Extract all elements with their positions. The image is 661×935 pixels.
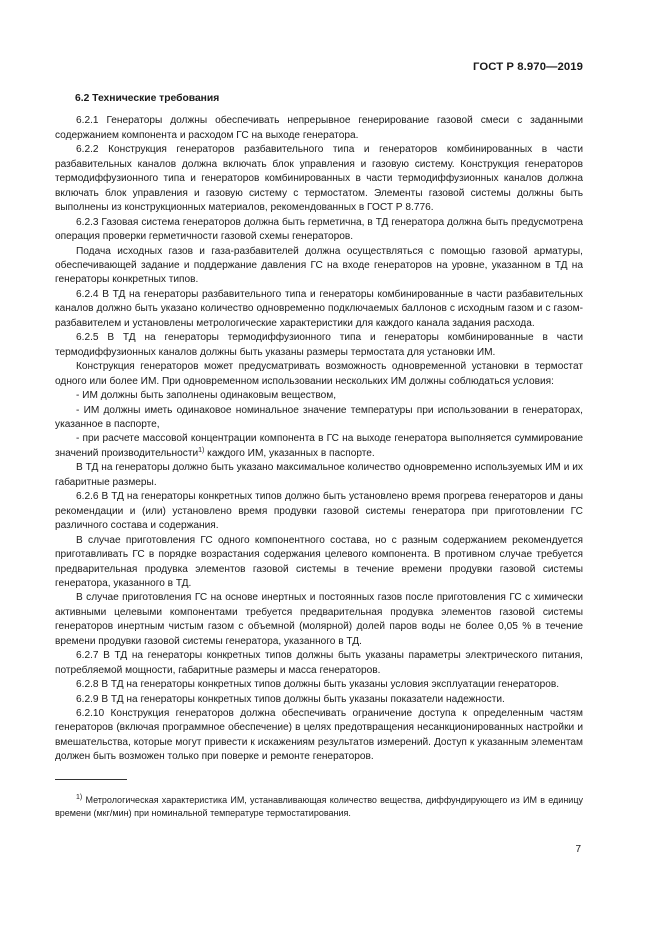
paragraph-6-2-10: 6.2.10 Конструкция генераторов должна обеспечивать ограничение доступа к определенным частям генераторов (включая программное обеспечение) в целях предотвращения несанкционированных настройки и вмешательства, которые могут привести к искажениям результатов измерений. Доступ к указанным элементам должен быть возможен только при поверке и ремонте генераторов. [55,708,583,763]
list-item-text: - при расчете массовой концентрации компонента в ГС на выходе генератора выполняется суммирование значений производительности [55,433,583,459]
footnote-reference: 1) [198,446,205,454]
paragraph-6-2-4: 6.2.4 В ТД на генераторы разбавительного типа и генераторы комбинированные в части разбавительных каналов должно быть указано количество одновременно подключаемых баллонов с исходным газом и с газом-разбавителем и установлены метрологические характеристики для каждого канала задания расхода. [55,288,583,329]
document-id-header: ГОСТ Р 8.970—2019 [472,61,583,73]
footnote-divider [55,779,127,780]
paragraph-gas-supply: Подача исходных газов и газа-разбавителей должна осуществляться с помощью газовой арматуры, обеспечивающей задание и поддержание давления ГС на входе генераторов на уровне, указанном в ТД на генераторы конкретных типов. [55,245,583,286]
page-number: 7 [575,844,581,855]
list-item: - ИМ должны быть заполнены одинаковым веществом, [76,390,337,402]
paragraph-6-2-2: 6.2.2 Конструкция генераторов разбавительного типа и генераторов комбинированных в части разбавительных каналов должна включать блок управления и газовую систему. Конструкция генераторов термодиффузионного типа и генераторов комбинированных в части термодиффузионных каналов должна включать блок управления и газовую систему с термостатом. Элементы газовой системы должны быть выполнены из конструкционных материалов, рекомендованных в ГОСТ Р 8.776. [55,144,583,214]
paragraph-6-2-7: 6.2.7 В ТД на генераторы конкретных типов должны быть указаны параметры электрического питания, потребляемой мощности, габаритные размеры и масса генераторов. [55,650,583,676]
section-title: 6.2 Технические требования [75,93,220,104]
paragraph-conditions-intro: Конструкция генераторов может предусматривать возможность одновременной установки в термостат одного или более ИМ. При одновременном использовании нескольких ИМ должны соблюдаться условия: [55,361,583,387]
list-item-text-end: каждого ИМ, указанных в паспорте. [204,447,375,459]
paragraph-6-2-9: 6.2.9 В ТД на генераторы конкретных типов должны быть указаны показатели надежности. [76,693,505,705]
list-item: - ИМ должны иметь одинаковое номинальное значение температуры при использовании в генераторах, указанное в паспорте, [55,404,583,430]
paragraph-max-count: В ТД на генераторы должно быть указано максимальное количество одновременно используемых ИМ и их габаритные размеры. [55,462,583,488]
paragraph-6-2-1: 6.2.1 Генераторы должны обеспечивать непрерывное генерирование газовой смеси с заданными содержанием компонента и расходом ГС на выходе генератора. [55,115,583,141]
footnote [55,794,583,820]
paragraph-inert-gases: В случае приготовления ГС на основе инертных и постоянных газов после приготовления ГС с химически активными целевыми компонентами требуется предварительная продувка элементов газовой системы генераторов инертным чистым газом с объемной (молярной) долей паров воды не более 0,05 % в течение времени продувки газовой системы генератора, указанного в ТД. [55,592,583,647]
list-item [55,432,583,461]
paragraph-single-component: В случае приготовления ГС одного компонентного состава, но с разным содержанием рекомендуется приготавливать ГС в порядке возрастания содержания целевого компонента. В противном случае требуется предварительная продувка элементов газовой системы в течение времени продувки газовой системы генератора, указанного в ТД. [55,534,583,589]
footnote-mark: 1) [76,794,83,801]
paragraph-6-2-5: 6.2.5 В ТД на генераторы термодиффузионного типа и генераторы комбинированные в части термодиффузионных каналов должны быть указаны размеры термостата для установки ИМ. [55,332,583,358]
paragraph-6-2-6: 6.2.6 В ТД на генераторы конкретных типов должно быть установлено время прогрева генераторов и даны рекомендации и (или) установлено время продувки газовой системы генератора при приготовлении ГС различного состава и содержания. [55,491,583,532]
footnote-text: Метрологическая характеристика ИМ, устанавливающая количество вещества, диффундирующего из ИМ в единицу времени (мкг/мин) при номинальной температуре термостатирования. [55,795,583,818]
paragraph-6-2-8: 6.2.8 В ТД на генераторы конкретных типов должны быть указаны условия эксплуатации генераторов. [76,679,560,691]
paragraph-6-2-3: 6.2.3 Газовая система генераторов должна быть герметична, в ТД генератора должна быть предусмотрена операция проверки герметичности газовой схемы генераторов. [55,216,583,243]
document-body [55,92,583,765]
